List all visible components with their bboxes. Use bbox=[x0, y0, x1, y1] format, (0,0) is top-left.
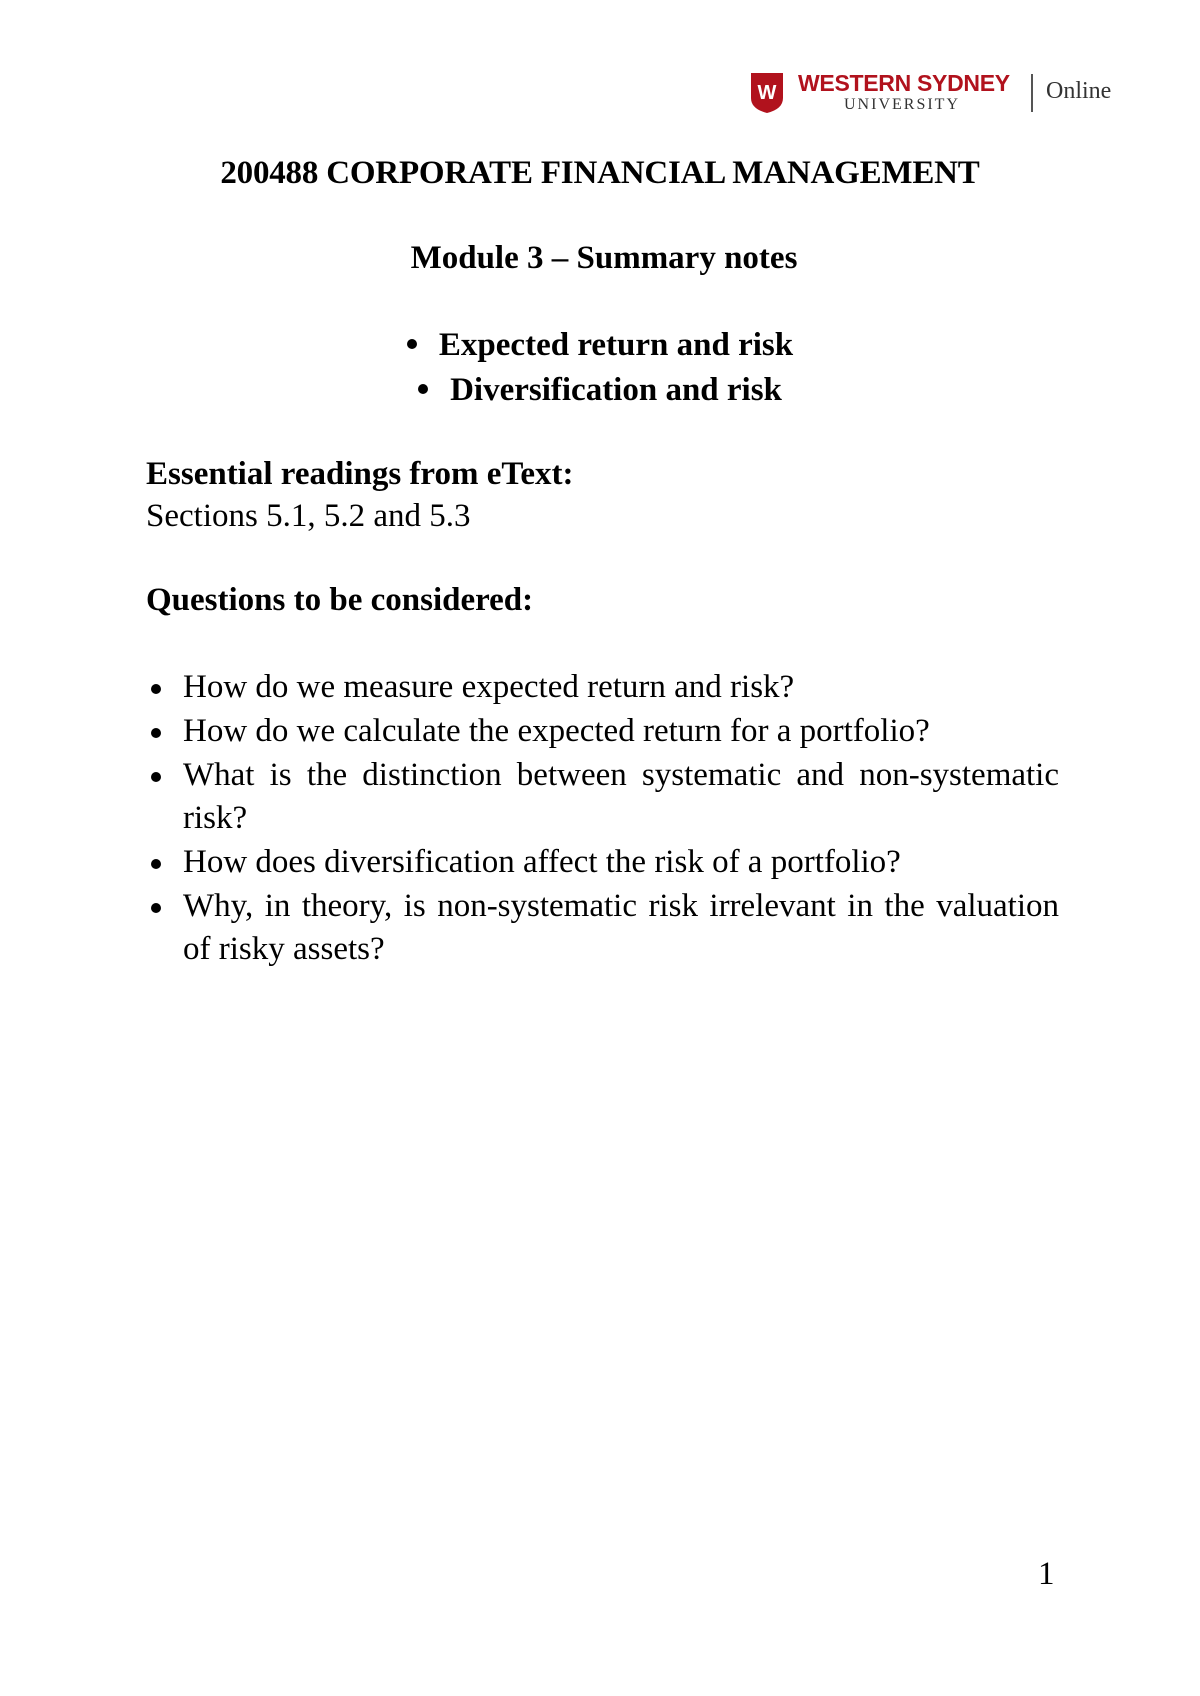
question-text: What is the distinction between systematic and non-systematic risk? bbox=[183, 757, 1059, 836]
module-subtitle: Module 3 – Summary notes bbox=[410, 240, 798, 276]
topic-item bbox=[0, 323, 1200, 368]
logo-shield-letter: W bbox=[757, 82, 777, 104]
logo-university-name: WESTERN SYDNEY bbox=[798, 70, 1010, 96]
university-shield-icon bbox=[750, 72, 784, 114]
bullet-icon bbox=[151, 859, 161, 869]
document-title: 200488 CORPORATE FINANCIAL MANAGEMENT bbox=[220, 155, 980, 191]
university-logo bbox=[750, 70, 1130, 116]
page-number: 1 bbox=[1038, 1556, 1055, 1592]
bullet-icon bbox=[151, 772, 161, 782]
question-text: How does diversification affect the risk of a portfolio? bbox=[183, 844, 901, 880]
logo-online-label: Online bbox=[1046, 78, 1112, 104]
question-item bbox=[146, 885, 1059, 971]
question-text: Why, in theory, is non-systematic risk irrelevant in the valuation of risky assets? bbox=[183, 888, 1059, 967]
bullet-icon bbox=[151, 728, 161, 738]
logo-university-sub: UNIVERSITY bbox=[844, 96, 960, 113]
logo-divider bbox=[1031, 74, 1033, 112]
topic-label: Diversification and risk bbox=[450, 372, 782, 408]
question-text: How do we measure expected return and risk? bbox=[183, 669, 795, 705]
question-item bbox=[146, 754, 1059, 840]
bullet-icon bbox=[151, 903, 161, 913]
readings-text: Sections 5.1, 5.2 and 5.3 bbox=[146, 498, 471, 534]
question-text: How do we calculate the expected return for a portfolio? bbox=[183, 713, 930, 749]
topic-item bbox=[0, 368, 1200, 413]
bullet-icon bbox=[407, 339, 417, 349]
question-item bbox=[146, 710, 1059, 753]
readings-heading: Essential readings from eText: bbox=[146, 456, 574, 492]
bullet-icon bbox=[418, 384, 428, 394]
topic-label: Expected return and risk bbox=[438, 327, 794, 363]
question-item bbox=[146, 666, 1059, 709]
bullet-icon bbox=[151, 684, 161, 694]
questions-heading: Questions to be considered: bbox=[146, 582, 534, 618]
topics-list bbox=[0, 323, 1200, 413]
question-item bbox=[146, 841, 1059, 884]
questions-list bbox=[146, 666, 1059, 972]
